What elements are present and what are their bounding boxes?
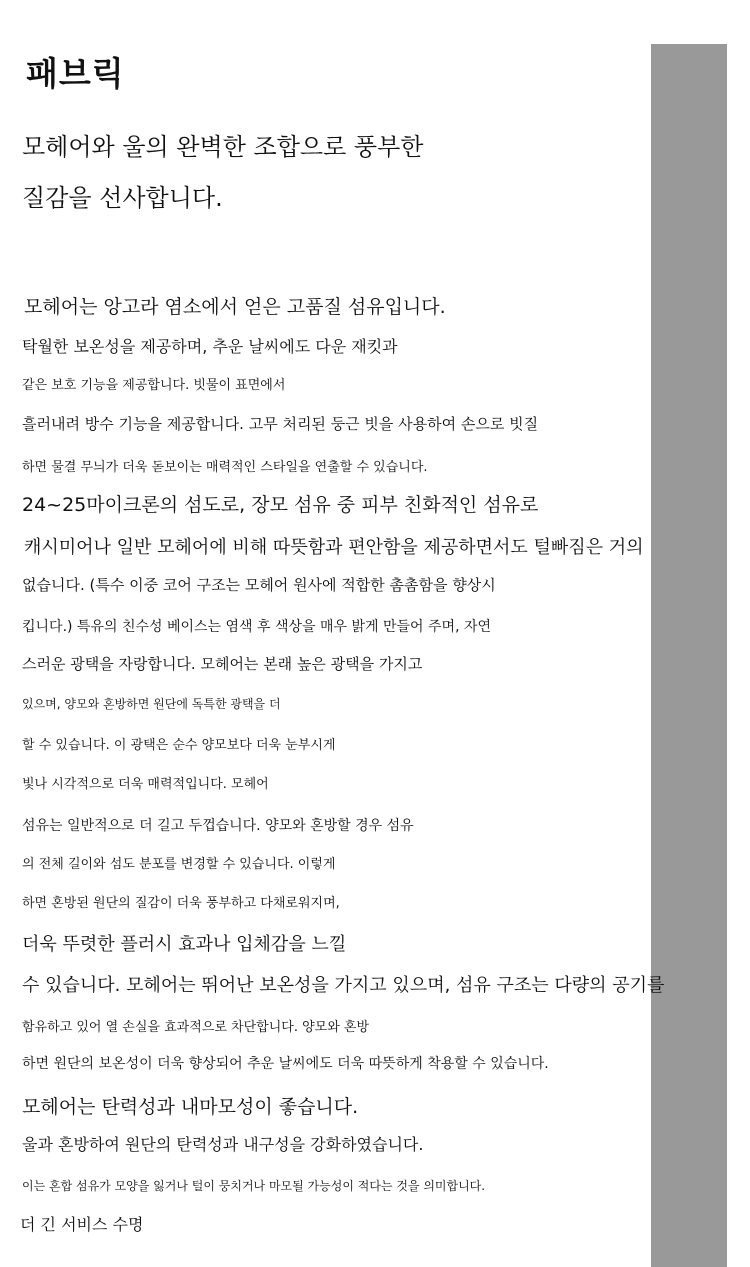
side-gray-bar bbox=[651, 44, 727, 1267]
body-line-1: 모헤어는 앙고라 염소에서 얻은 고품질 섬유입니다. bbox=[24, 296, 446, 318]
page-title: 패브릭 bbox=[26, 54, 125, 93]
body-line-15: 의 전체 길이와 섬도 분포를 변경할 수 있습니다. 이렇게 bbox=[22, 857, 336, 872]
body-line-11: 있으며, 양모와 혼방하면 원단에 독특한 광택을 더 bbox=[22, 697, 281, 711]
body-line-18: 수 있습니다. 모헤어는 뛰어난 보온성을 가지고 있으며, 섬유 구조는 다량의 공기를 bbox=[22, 975, 665, 996]
body-line-7: 캐시미어나 일반 모헤어에 비해 따뜻함과 편안함을 제공하면서도 털빠짐은 거의 bbox=[24, 537, 644, 558]
body-line-20: 하면 원단의 보온성이 더욱 향상되어 추운 날씨에도 더욱 따뜻하게 착용할 수 있습니다. bbox=[22, 1056, 549, 1072]
body-line-5: 하면 물결 무늬가 더욱 돋보이는 매력적인 스타일을 연출할 수 있습니다. bbox=[22, 460, 428, 475]
body-line-12: 할 수 있습니다. 이 광택은 순수 양모보다 더욱 눈부시게 bbox=[22, 738, 336, 753]
body-line-22: 울과 혼방하여 원단의 탄력성과 내구성을 강화하였습니다. bbox=[22, 1135, 424, 1154]
body-line-14: 섬유는 일반적으로 더 길고 두껍습니다. 양모와 혼방할 경우 섬유 bbox=[22, 818, 414, 834]
body-line-8: 없습니다. (특수 이중 코어 구조는 모헤어 원사에 적합한 촘촘함을 향상시 bbox=[22, 576, 496, 594]
body-line-19: 함유하고 있어 열 손실을 효과적으로 차단합니다. 양모와 혼방 bbox=[22, 1020, 370, 1035]
body-line-23: 이는 혼합 섬유가 모양을 잃거나 털이 뭉치거나 마모될 가능성이 적다는 것을 의미합니다. bbox=[22, 1179, 486, 1193]
body-line-4: 흘러내려 방수 기능을 제공합니다. 고무 처리된 둥근 빗을 사용하여 손으로 빗질 bbox=[22, 415, 539, 433]
body-line-13: 빛나 시각적으로 더욱 매력적입니다. 모헤어 bbox=[22, 777, 269, 792]
body-line-17: 더욱 뚜렷한 플러시 효과나 입체감을 느낄 bbox=[22, 934, 347, 955]
body-line-10: 스러운 광택을 자랑합니다. 모헤어는 본래 높은 광택을 가지고 bbox=[22, 655, 423, 673]
body-line-6: 24~25마이크론의 섬도로, 장모 섬유 중 피부 친화적인 섬유로 bbox=[22, 494, 539, 516]
body-line-3: 같은 보호 기능을 제공합니다. 빗물이 표면에서 bbox=[22, 378, 286, 393]
body-line-16: 하면 혼방된 원단의 질감이 더욱 풍부하고 다채로워지며, bbox=[22, 896, 340, 911]
body-line-2: 탁월한 보온성을 제공하며, 추운 날씨에도 다운 재킷과 bbox=[22, 337, 398, 356]
body-line-21: 모헤어는 탄력성과 내마모성이 좋습니다. bbox=[22, 1096, 359, 1118]
body-line-24: 더 긴 서비스 수명 bbox=[20, 1215, 144, 1234]
subtitle-line-2: 질감을 선사합니다. bbox=[22, 184, 223, 212]
body-line-9: 킵니다.) 특유의 친수성 베이스는 염색 후 색상을 매우 밝게 만들어 주며, 자연 bbox=[22, 619, 492, 635]
subtitle-line-1: 모헤어와 울의 완벽한 조합으로 풍부한 bbox=[22, 133, 424, 161]
